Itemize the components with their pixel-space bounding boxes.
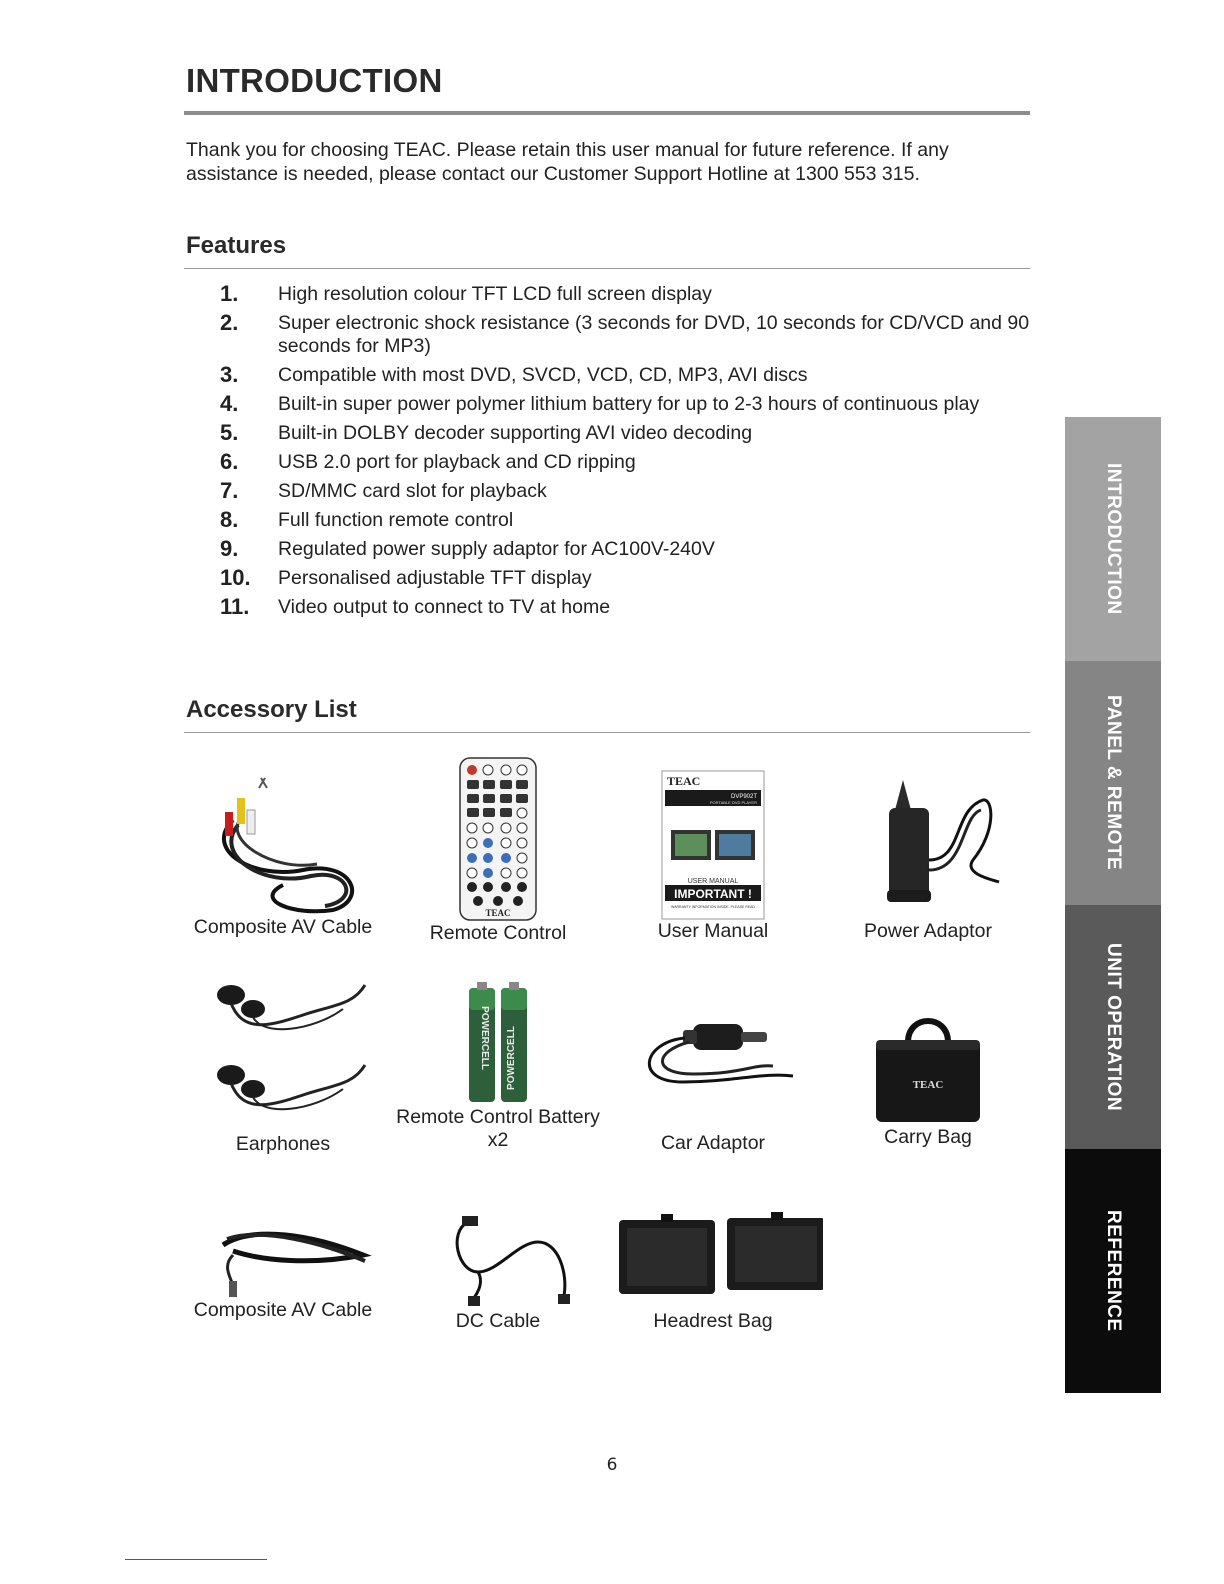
headrest-bag-icon [603,1212,823,1310]
feature-text: Personalised adjustable TFT display [278,567,592,589]
battery-icon [463,978,533,1106]
feature-number: 5. [220,420,239,445]
carry-bag-icon [868,1010,988,1126]
accessory-item [603,1012,823,1155]
accessory-item [388,756,608,945]
accessory-label: Remote Control [429,922,567,944]
accessory-heading: Accessory List [186,696,357,723]
manual-caption: USER MANUAL [687,878,739,885]
feature-item [220,567,1040,590]
feature-item [220,509,1040,532]
feature-item [220,364,1040,387]
tab-label: PANEL & REMOTE [1103,695,1124,871]
feature-text: Built-in DOLBY decoder supporting AVI video decoding [278,422,753,444]
tab-label: INTRODUCTION [1103,463,1124,615]
feature-number: 1. [220,281,239,306]
accessory-item [173,965,393,1156]
feature-item [220,538,1040,561]
feature-number: 10. [220,565,251,590]
feature-item [220,480,1040,503]
manual-important: IMPORTANT ! [674,887,752,901]
accessory-item [818,770,1038,943]
accessory-item [603,770,823,943]
accessory-label: Composite AV Cable [193,916,373,938]
power-adaptor-icon [853,770,1003,920]
feature-text: SD/MMC card slot for playback [278,480,547,502]
accessory-item [388,978,608,1152]
feature-number: 2. [220,310,239,335]
feature-number: 3. [220,362,239,387]
accessory-divider [184,732,1030,733]
manual-subtitle: PORTABLE DVD PLAYER [709,800,757,805]
page-number: 6 [606,1455,618,1475]
feature-text: Super electronic shock resistance (3 seconds for DVD, 10 seconds for CD/VCD and 90 seconds for MP3) [278,312,1030,357]
features-divider [184,268,1030,269]
accessory-item [818,1010,1038,1149]
feature-number: 9. [220,536,239,561]
feature-text: Full function remote control [278,509,514,531]
accessory-label: User Manual [657,920,769,942]
remote-control-icon [458,756,538,922]
feature-number: 11. [220,594,250,619]
feature-item [220,283,1040,306]
feature-item [220,393,1040,416]
tab-unit-operation[interactable] [1065,905,1161,1149]
feature-text: Regulated power supply adaptor for AC100V-240V [278,538,715,560]
accessory-label: Remote Control Battery x2 [396,1106,600,1151]
battery-brand: POWERCELL [506,1026,517,1090]
accessory-label: Car Adaptor [660,1132,766,1154]
accessory-item [173,760,393,939]
feature-text: Compatible with most DVD, SVCD, VCD, CD, MP3, AVI discs [278,364,808,386]
bag-brand: TEAC [912,1079,944,1091]
side-tab-strip [1065,417,1161,1393]
feature-text: High resolution colour TFT LCD full screen display [278,283,712,305]
battery-brand: POWERCELL [479,1006,490,1070]
feature-text: Video output to connect to TV at home [278,596,611,618]
feature-number: 6. [220,449,239,474]
footnote-rule [125,1559,267,1560]
accessory-label: Power Adaptor [864,920,992,942]
user-manual-icon [661,770,765,920]
remote-brand: TEAC [485,908,511,918]
tab-label: UNIT OPERATION [1103,942,1124,1112]
feature-text: USB 2.0 port for playback and CD ripping [278,451,636,473]
features-heading: Features [186,232,287,259]
manual-model: DVP902T [730,794,757,800]
tab-introduction[interactable] [1065,417,1161,661]
tab-panel-remote[interactable] [1065,661,1161,905]
accessory-label: Earphones [235,1133,331,1155]
accessory-label: Composite AV Cable [193,1299,373,1321]
av-cable-icon [193,1215,373,1299]
accessory-label: Carry Bag [884,1126,972,1148]
car-adaptor-icon [623,1012,803,1132]
page-title: INTRODUCTION [186,62,443,99]
feature-item [220,312,1040,358]
accessory-item [603,1212,823,1333]
tab-label: REFERENCE [1103,1210,1124,1332]
feature-text: Built-in super power polymer lithium battery for up to 2-3 hours of continuous play [278,393,980,415]
feature-item [220,596,1040,619]
feature-item [220,451,1040,474]
accessory-label: Headrest Bag [653,1310,773,1332]
feature-number: 8. [220,507,239,532]
earphones-icon [193,965,373,1133]
accessory-item [173,1215,393,1322]
feature-number: 7. [220,478,239,503]
intro-paragraph: Thank you for choosing TEAC. Please retain this user manual for future reference. If any assistance is needed, please contact our Customer Support Hotline at 1300 553 315. [186,139,949,185]
feature-item [220,422,1040,445]
dc-cable-icon [418,1212,578,1310]
title-divider [184,111,1030,115]
tab-reference[interactable] [1065,1149,1161,1393]
accessory-item [388,1212,608,1333]
feature-number: 4. [220,391,239,416]
manual-brand: TEAC [667,774,701,788]
features-list [220,283,1040,625]
manual-warranty: WARRANTY INFORMATION INSIDE. PLEASE READ [671,905,755,909]
accessory-label: DC Cable [455,1310,541,1332]
av-cable-icon [193,760,373,916]
